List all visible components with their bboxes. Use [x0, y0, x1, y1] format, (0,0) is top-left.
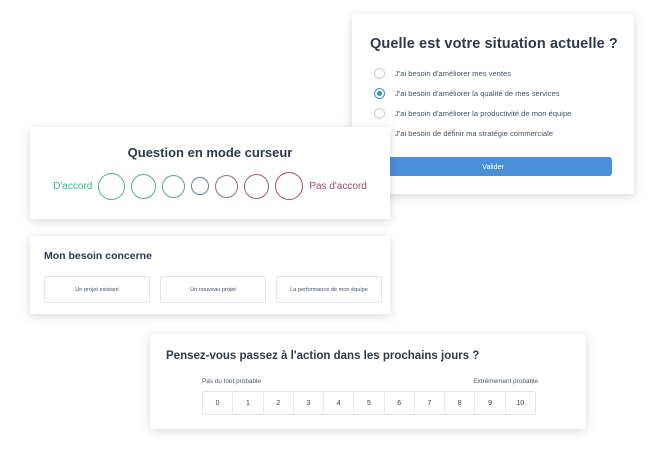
nps-cell-10[interactable]: 10: [516, 399, 525, 407]
nps-left-label: Pas du tout probable: [202, 378, 261, 385]
besoin-choice-option[interactable]: Un nouveau projet: [160, 276, 266, 303]
nps-cell-4[interactable]: 4: [324, 392, 354, 414]
radio-option-label: J'ai besoin d'améliorer mes ventes: [395, 69, 512, 78]
nps-question-title: Pensez-vous passez à l'action dans les prochains jours ?: [166, 350, 480, 362]
situation-question-title: Quelle est votre situation actuelle ?: [370, 36, 618, 52]
radio-option-label: J'ai besoin de définir ma stratégie commerciale: [395, 129, 554, 138]
situation-question-card: [352, 14, 634, 194]
cursor-circle-3[interactable]: [162, 175, 185, 198]
radio-circle-selected-icon[interactable]: [374, 88, 385, 99]
cursor-right-label: Pas d'accord: [309, 180, 367, 192]
nps-cell-7[interactable]: 7: [415, 392, 445, 414]
besoin-choice-option[interactable]: Un projet existant: [44, 276, 150, 303]
cursor-question-title: Question en mode curseur: [127, 145, 293, 160]
nps-cell-9[interactable]: 9: [475, 392, 505, 414]
cursor-scale: [30, 172, 390, 200]
radio-option-label: J'ai besoin d'améliorer la qualité de mes services: [395, 89, 560, 98]
cursor-circle-5[interactable]: [215, 175, 238, 198]
nps-cell-0[interactable]: 0: [203, 392, 233, 414]
cursor-question-card: [30, 127, 390, 219]
nps-scale: [202, 391, 536, 415]
besoin-question-card: [30, 236, 390, 314]
validate-button[interactable]: Valider: [374, 157, 612, 176]
cursor-circle-2[interactable]: [131, 174, 156, 199]
besoin-question-title: Mon besoin concerne: [44, 250, 152, 262]
situation-option-list: [374, 68, 634, 139]
nps-right-label: Extrêmement probable: [473, 378, 538, 385]
nps-cell-8[interactable]: 8: [445, 392, 475, 414]
cursor-circle-1[interactable]: [98, 173, 125, 200]
nps-endpoint-labels: [202, 378, 538, 385]
nps-cell-2[interactable]: 2: [264, 392, 294, 414]
radio-option-row[interactable]: [374, 88, 634, 99]
radio-option-row[interactable]: [374, 68, 634, 79]
radio-option-row[interactable]: [374, 108, 634, 119]
cursor-left-label: D'accord: [53, 180, 93, 192]
besoin-choice-option[interactable]: La performance de mon équipe: [276, 276, 382, 303]
radio-circle-icon[interactable]: [374, 108, 385, 119]
nps-question-card: [150, 334, 586, 429]
nps-cell-5[interactable]: 5: [354, 392, 384, 414]
cursor-circle-6[interactable]: [244, 174, 269, 199]
radio-circle-icon[interactable]: [374, 68, 385, 79]
cursor-circle-4[interactable]: [191, 177, 209, 195]
cursor-circle-7[interactable]: [275, 172, 303, 200]
nps-cell-3[interactable]: 3: [294, 392, 324, 414]
nps-cell-1[interactable]: 1: [233, 392, 263, 414]
besoin-choice-list: [44, 276, 390, 303]
radio-option-label: J'ai besoin d'améliorer la productivité de mon équipe: [395, 109, 572, 118]
nps-cell-6[interactable]: 6: [385, 392, 415, 414]
radio-option-row[interactable]: [374, 128, 634, 139]
